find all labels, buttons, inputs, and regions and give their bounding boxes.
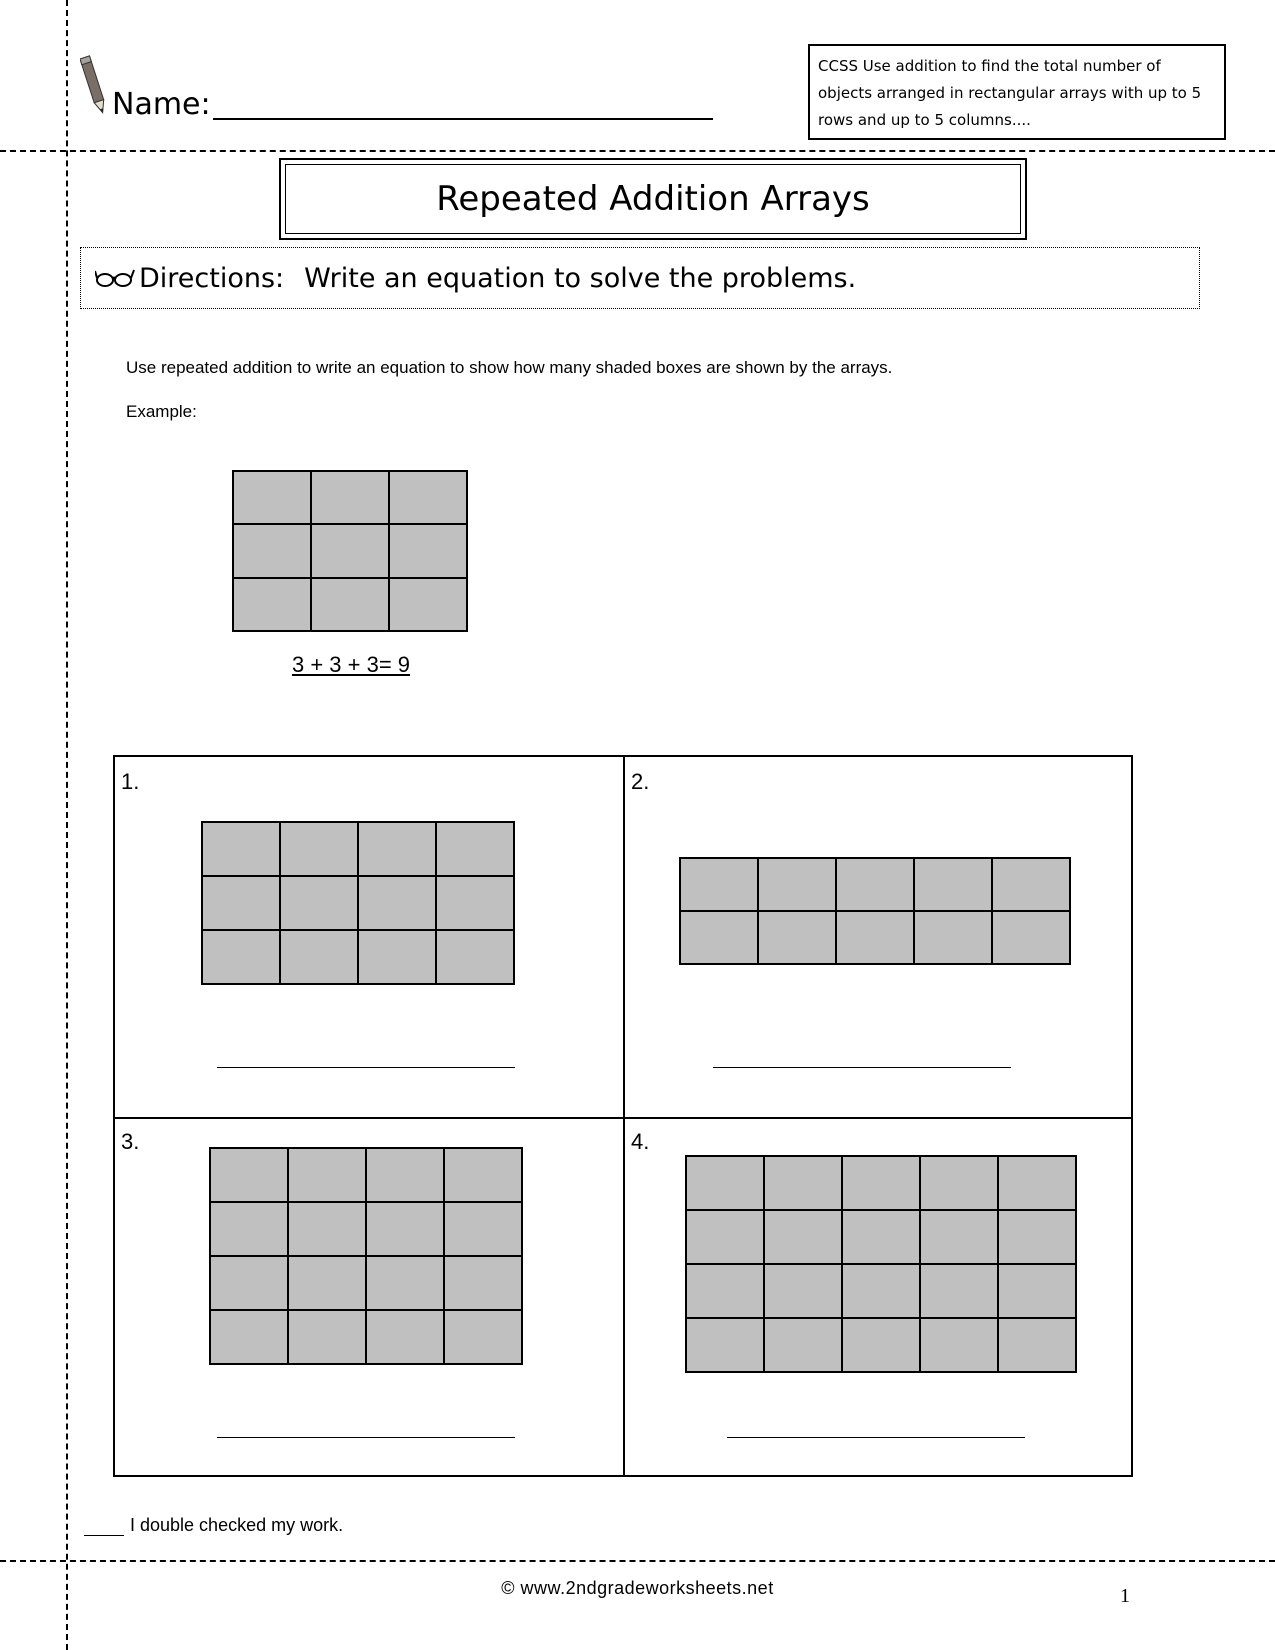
problem-1-cell [203,823,279,875]
margin-line-bottom [0,1560,1275,1562]
problem-4-cell [843,1319,919,1371]
problem-3-cell [211,1203,287,1255]
problem-1-array [201,821,515,985]
problem-4-cell [843,1157,919,1209]
problem-3-cell [211,1257,287,1309]
problem-4-cell [687,1319,763,1371]
problem-2-cell [681,912,757,963]
example-cell [312,579,388,630]
problem-4-cell [765,1157,841,1209]
footer-copyright: © www.2ndgradeworksheets.net [501,1578,774,1598]
problem-2-array [679,857,1071,965]
problem-4-cell [999,1211,1075,1263]
problem-number-3: 3. [121,1129,140,1154]
problem-4-cell [999,1319,1075,1371]
problem-number-1: 1. [121,769,140,794]
problem-2-cell [759,859,835,910]
problem-4-cell [765,1265,841,1317]
problem-3-answer-line[interactable] [217,1437,515,1438]
problem-3-cell [367,1203,443,1255]
problem-3-cell [367,1257,443,1309]
instructions-text: Use repeated addition to write an equation to show how many shaded boxes are shown by the arrays. [126,358,893,377]
problem-1-cell [437,931,513,983]
problem-1-cell [359,823,435,875]
example-cell [234,579,310,630]
problem-2-cell [993,912,1069,963]
problem-4-cell [921,1211,997,1263]
problem-2-cell [915,859,991,910]
example-cell [312,525,388,576]
self-check [84,1515,343,1536]
problem-3-cell [445,1149,521,1201]
problem-4-cell [843,1211,919,1263]
problem-4-cell [843,1265,919,1317]
problem-number-2: 2. [631,769,650,794]
problem-4-cell [765,1319,841,1371]
problem-4-array [685,1155,1077,1373]
problem-4-cell [999,1157,1075,1209]
problem-3-cell [211,1311,287,1363]
example-equation: 3 + 3 + 3= 9 [291,652,411,677]
example-cell [234,472,310,523]
problem-3-cell [289,1203,365,1255]
problem-4-cell [999,1265,1075,1317]
problem-4-cell [921,1157,997,1209]
problem-1-cell [359,877,435,929]
glasses-icon [95,267,135,289]
problem-1-answer-line[interactable] [217,1067,515,1068]
name-label: Name: [112,87,211,122]
problem-3-array [209,1147,523,1365]
problem-1-cell [281,877,357,929]
page-number: 1 [1120,1585,1130,1607]
margin-line-top [0,150,1275,152]
problem-2-cell [993,859,1069,910]
problem-1-cell [437,823,513,875]
problem-3-cell [289,1257,365,1309]
problem-4-cell [765,1211,841,1263]
problem-4-cell [687,1157,763,1209]
problem-3-cell [445,1311,521,1363]
directions-text: Write an equation to solve the problems. [304,262,857,294]
problem-4-cell [687,1211,763,1263]
example-cell [390,579,466,630]
ccss-standard-box: CCSS Use addition to find the total number of objects arranged in rectangular arrays with up to 5 rows and up to 5 columns.... [808,44,1226,140]
problem-4-cell [687,1265,763,1317]
problem-2-answer-line[interactable] [713,1067,1011,1068]
problem-1-cell [203,877,279,929]
problem-3-cell [367,1311,443,1363]
pencil-icon [80,52,108,120]
margin-line-vertical [66,0,68,1650]
problem-4-cell [921,1265,997,1317]
problem-3-cell [445,1203,521,1255]
problems-divider-horizontal [115,1117,1131,1119]
directions-label: Directions: [139,262,285,294]
example-cell [312,472,388,523]
problem-3-cell [211,1149,287,1201]
problem-1-cell [281,931,357,983]
problem-2-cell [837,912,913,963]
problem-3-cell [445,1257,521,1309]
self-check-text: I double checked my work. [130,1515,344,1535]
problem-2-cell [759,912,835,963]
problem-3-cell [289,1149,365,1201]
problem-1-cell [203,931,279,983]
problem-3-cell [289,1311,365,1363]
example-cell [390,472,466,523]
problem-2-cell [681,859,757,910]
name-field [80,52,713,120]
problem-1-cell [437,877,513,929]
problems-divider-vertical [623,757,625,1475]
problem-number-4: 4. [631,1129,650,1154]
problem-2-cell [915,912,991,963]
problem-4-cell [921,1319,997,1371]
problem-1-cell [359,931,435,983]
name-input-line[interactable] [213,94,713,120]
example-cell [234,525,310,576]
self-check-blank[interactable] [84,1517,124,1536]
example-label: Example: [126,402,197,421]
problem-2-cell [837,859,913,910]
problems-grid [113,755,1133,1477]
example-cell [390,525,466,576]
example-array [232,470,468,632]
problem-4-answer-line[interactable] [727,1437,1025,1438]
page-title: Repeated Addition Arrays [285,164,1021,234]
problem-1-cell [281,823,357,875]
directions-box [80,247,1200,309]
title-box [279,158,1027,240]
problem-3-cell [367,1149,443,1201]
